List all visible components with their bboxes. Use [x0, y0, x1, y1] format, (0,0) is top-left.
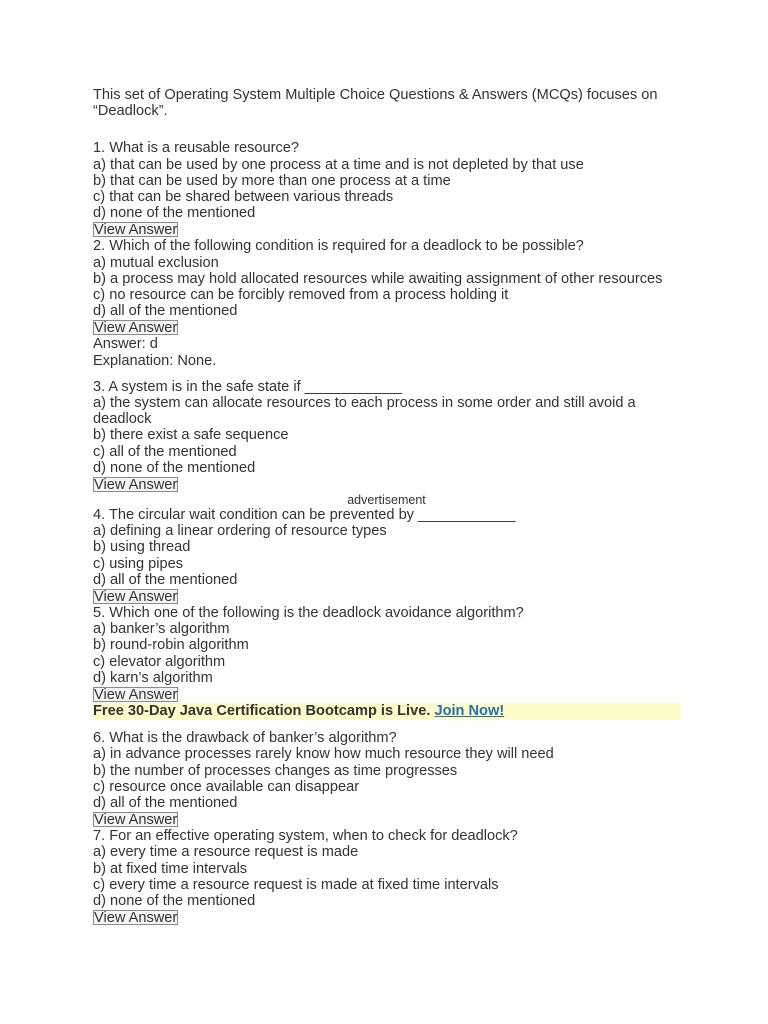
option-b: b) using thread [93, 539, 191, 556]
view-answer-button-4[interactable]: View Answer [94, 589, 178, 606]
view-answer-button-7[interactable]: View Answer [94, 910, 178, 927]
option-d: d) karn’s algorithm [93, 669, 213, 686]
view-answer-button-1[interactable]: View Answer [94, 222, 178, 239]
option-c: c) elevator algorithm [93, 653, 226, 670]
option-b: b) a process may hold allocated resources while awaiting assignment of other resources [93, 270, 663, 287]
promo-text: Free 30-Day Java Certification Bootcamp is Live. [93, 703, 431, 720]
option-c: c) resource once available can disappear [93, 778, 360, 795]
option-c: c) that can be shared between various threads [93, 189, 394, 206]
view-answer-button-3[interactable]: View Answer [94, 477, 178, 494]
view-answer-button-5[interactable]: View Answer [94, 687, 178, 704]
question-block-6 [93, 730, 678, 828]
option-d: d) none of the mentioned [93, 459, 256, 476]
option-c: c) all of the mentioned [93, 443, 237, 460]
answer-reveal [93, 336, 678, 368]
promo-banner [93, 703, 681, 720]
view-answer-button-2[interactable]: View Answer [94, 320, 178, 337]
question-block-3 [93, 379, 678, 493]
question-block-7 [93, 828, 678, 926]
option-a: a) every time a resource request is made [93, 844, 359, 861]
question-block-2 [93, 238, 678, 368]
option-a: a) that can be used by one process at a time and is not depleted by that use [93, 156, 584, 173]
question-block-4 [93, 507, 678, 605]
option-d: d) none of the mentioned [93, 205, 256, 222]
option-c: c) using pipes [93, 555, 184, 572]
question-text: 7. For an effective operating system, when to check for deadlock? [93, 828, 518, 845]
option-d: d) all of the mentioned [93, 303, 238, 320]
spacer [93, 720, 678, 730]
explanation-text: Explanation: None. [93, 352, 217, 369]
answer-text: Answer: d [93, 336, 158, 353]
option-c: c) no resource can be forcibly removed from a process holding it [93, 287, 509, 304]
option-c: c) every time a resource request is made at fixed time intervals [93, 876, 499, 893]
question-block-1 [93, 140, 678, 238]
question-text: 1. What is a reusable resource? [93, 140, 300, 157]
question-text: 3. A system is in the safe state if ____________ [93, 378, 403, 395]
option-b: b) there exist a safe sequence [93, 427, 289, 444]
intro-text: This set of Operating System Multiple Choice Questions & Answers (MCQs) focuses on “Deadlock”. [93, 87, 658, 120]
option-a: a) mutual exclusion [93, 254, 219, 271]
question-text: 2. Which of the following condition is required for a deadlock to be possible? [93, 238, 584, 255]
view-answer-button-6[interactable]: View Answer [94, 812, 178, 829]
article-content [93, 87, 678, 926]
option-d: d) all of the mentioned [93, 571, 238, 588]
question-text: 4. The circular wait condition can be prevented by ____________ [93, 507, 516, 524]
option-b: b) the number of processes changes as time progresses [93, 762, 458, 779]
option-a: a) in advance processes rarely know how much resource they will need [93, 746, 554, 763]
option-d: d) all of the mentioned [93, 794, 238, 811]
advertisement-label: advertisement [347, 493, 426, 508]
question-text: 6. What is the drawback of banker’s algorithm? [93, 730, 397, 747]
option-a: a) the system can allocate resources to each process in some order and still avoid a deadlock [93, 395, 636, 428]
option-d: d) none of the mentioned [93, 892, 256, 909]
option-a: a) defining a linear ordering of resource types [93, 523, 387, 540]
option-b: b) at fixed time intervals [93, 860, 248, 877]
option-b: b) that can be used by more than one process at a time [93, 172, 451, 189]
question-text: 5. Which one of the following is the deadlock avoidance algorithm? [93, 605, 524, 622]
option-b: b) round-robin algorithm [93, 637, 249, 654]
question-block-5 [93, 605, 678, 703]
option-a: a) banker’s algorithm [93, 621, 230, 638]
join-now-link[interactable]: Join Now! [434, 703, 505, 720]
